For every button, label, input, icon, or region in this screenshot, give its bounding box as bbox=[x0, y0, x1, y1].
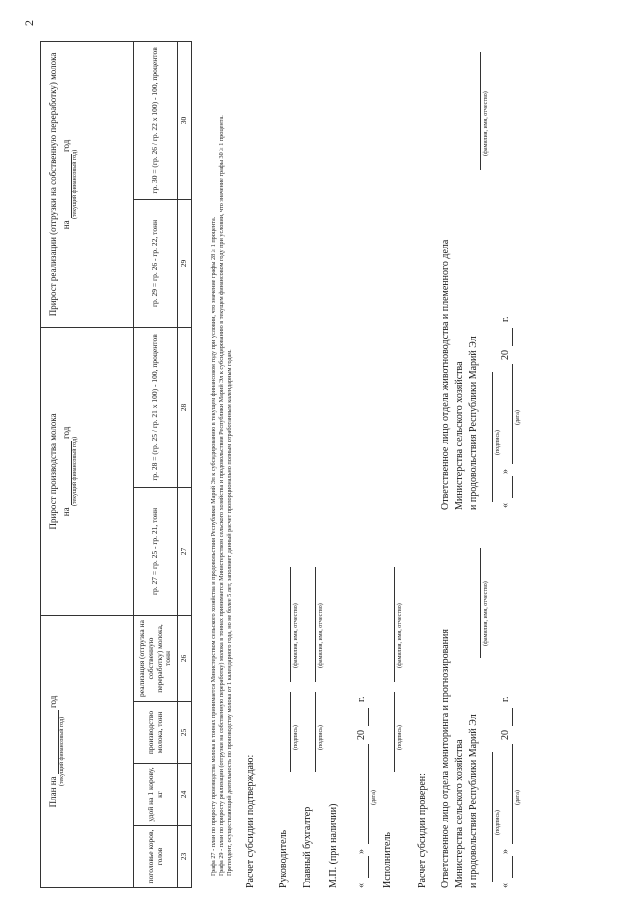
plan-year-caption: (текущий финансовый год) bbox=[58, 716, 65, 787]
note-line: Претендент, осуществляющий деятельность по производству молока от 1 календарного года, но не более 5 лет, заполняет данный расчет пропорционально полным отработанным календарным годам. bbox=[225, 349, 233, 876]
column-number: 25 bbox=[178, 702, 192, 764]
column-header: гр. 28 = (гр. 25 / гр. 21 х 100) - 100, процентов bbox=[134, 327, 178, 487]
column-number: 26 bbox=[178, 615, 192, 701]
page-number: 2 bbox=[22, 20, 36, 26]
livestock-line-1: Ответственное лицо отдела животноводства и племенного дела bbox=[440, 239, 451, 510]
executor-name-line bbox=[394, 567, 395, 682]
monitoring-line-2: Министерства сельского хозяйства bbox=[454, 739, 465, 888]
livestock-year-prefix: 20 bbox=[500, 350, 511, 360]
column-header: удой на 1 корову, кг bbox=[134, 764, 178, 826]
column-number: 24 bbox=[178, 764, 192, 826]
accountant-signature-line bbox=[315, 692, 316, 772]
livestock-day-line bbox=[512, 476, 513, 498]
column-number: 23 bbox=[178, 826, 192, 888]
column-header-row bbox=[134, 41, 178, 887]
monitoring-line-3: и продовольствия Республики Марий Эл bbox=[468, 714, 479, 888]
monitoring-date-open-quote: « bbox=[500, 883, 511, 888]
monitoring-month-line bbox=[512, 744, 513, 844]
monitoring-name-line bbox=[480, 548, 481, 658]
livestock-month-line bbox=[512, 364, 513, 464]
monitoring-year-line bbox=[512, 708, 513, 726]
executor-label: Исполнитель bbox=[382, 832, 393, 888]
note-line: Графа 29 - план по приросту реализации (отгрузки на собственную переработку) молока в тоннах принимается Министерством сельского хозяйства и продовольствия Республики Марий Эл к субсидированию в текущем финансовом году при условии, что значение графы 30 ≥ 1 процента. bbox=[217, 115, 225, 876]
column-header: гр. 30 = (гр. 26 / гр. 22 х 100) - 100, процентов bbox=[134, 41, 178, 199]
realization-prefix: на bbox=[60, 220, 71, 230]
confirm-day-line bbox=[368, 856, 369, 878]
note-line: Графа 27 - план по приросту производства молока в тоннах принимается Министерством сельского хозяйства и продовольствия Республики Марий Эл к субсидированию в текущем финансовом году при условии, что значение графы 28 ≥ 1 процента. bbox=[210, 216, 217, 876]
production-group-header bbox=[41, 327, 134, 615]
column-number: 27 bbox=[178, 487, 192, 615]
accountant-name-caption: (фамилия, имя, отчество) bbox=[318, 603, 324, 668]
executor-signature-line bbox=[394, 692, 395, 772]
group-header-row bbox=[41, 41, 134, 887]
livestock-year-line bbox=[512, 328, 513, 346]
livestock-line-3: и продовольствия Республики Марий Эл bbox=[468, 336, 479, 510]
confirm-date-caption: (дата) bbox=[371, 790, 377, 805]
monitoring-signature-line bbox=[492, 752, 493, 882]
head-signature-caption: (подпись) bbox=[293, 725, 299, 750]
checked-heading: Расчет субсидии проверен: bbox=[417, 773, 428, 888]
confirm-year-prefix: 20 bbox=[356, 730, 367, 740]
column-header: поголовье коров, голов bbox=[134, 826, 178, 888]
livestock-line-2: Министерства сельского хозяйства bbox=[454, 361, 465, 510]
plan-prefix: План на bbox=[48, 776, 58, 808]
stamp-label: М.П. (при наличии) bbox=[328, 803, 339, 888]
confirm-year-suffix: г. bbox=[356, 696, 367, 702]
livestock-name-line bbox=[480, 52, 481, 170]
production-year-caption: (текущий финансовый год) bbox=[71, 436, 78, 507]
column-header: гр. 29 = гр. 26 - гр. 22, тонн bbox=[134, 199, 178, 327]
monitoring-date-caption: (дата) bbox=[515, 790, 521, 805]
confirm-month-line bbox=[368, 744, 369, 844]
accountant-label: Главный бухгалтер bbox=[302, 806, 313, 888]
livestock-date-close-quote: » bbox=[500, 469, 511, 474]
column-header: гр. 27 = гр. 25 - гр. 21, тонн bbox=[134, 487, 178, 615]
livestock-date-caption: (дата) bbox=[515, 410, 521, 425]
column-number: 30 bbox=[178, 41, 192, 199]
livestock-name-caption: (фамилия, имя, отчество) bbox=[483, 91, 489, 156]
column-header: производство молока, тонн bbox=[134, 702, 178, 764]
confirm-date-close-quote: » bbox=[356, 849, 367, 854]
head-name-caption: (фамилия, имя, отчество) bbox=[293, 603, 299, 668]
realization-year-caption: (текущий финансовый год) bbox=[71, 149, 78, 220]
livestock-signature-line bbox=[492, 372, 493, 502]
plan-group-header bbox=[41, 615, 134, 887]
column-header: реализация (отгрузка на собственную переработку) молока, тонн bbox=[134, 615, 178, 701]
table-notes bbox=[210, 42, 234, 888]
confirm-date-open-quote: « bbox=[356, 883, 367, 888]
column-number: 29 bbox=[178, 199, 192, 327]
livestock-signature-caption: (подпись) bbox=[495, 430, 501, 455]
head-label: Руководитель bbox=[278, 829, 289, 888]
realization-suffix: год bbox=[60, 139, 71, 152]
production-title: Прирост производства молока bbox=[48, 413, 58, 530]
monitoring-signature-caption: (подпись) bbox=[495, 810, 501, 835]
realization-group-header bbox=[41, 41, 134, 327]
executor-signature-caption: (подпись) bbox=[397, 725, 403, 750]
production-suffix: год bbox=[60, 426, 71, 439]
monitoring-year-prefix: 20 bbox=[500, 730, 511, 740]
accountant-signature-caption: (подпись) bbox=[318, 725, 324, 750]
confirm-heading: Расчет субсидии подтверждаю: bbox=[245, 754, 256, 888]
head-signature-line bbox=[290, 692, 291, 772]
livestock-date-open-quote: « bbox=[500, 503, 511, 508]
plan-suffix: год bbox=[48, 695, 58, 708]
column-number: 28 bbox=[178, 327, 192, 487]
monitoring-name-caption: (фамилия, имя, отчество) bbox=[483, 581, 489, 646]
accountant-name-line bbox=[315, 567, 316, 682]
confirm-year-line bbox=[368, 708, 369, 726]
monitoring-year-suffix: г. bbox=[500, 696, 511, 702]
production-prefix: на bbox=[60, 507, 71, 517]
rotated-page-content bbox=[40, 40, 635, 890]
production-year-blank bbox=[62, 441, 72, 505]
column-number-row bbox=[178, 41, 192, 887]
monitoring-line-1: Ответственное лицо отдела мониторинга и прогнозирования bbox=[440, 629, 451, 888]
livestock-year-suffix: г. bbox=[500, 316, 511, 322]
monitoring-date-close-quote: » bbox=[500, 849, 511, 854]
realization-year-blank bbox=[62, 154, 72, 218]
monitoring-day-line bbox=[512, 856, 513, 878]
executor-name-caption: (фамилия, имя, отчество) bbox=[397, 603, 403, 668]
plan-year-blank bbox=[49, 710, 59, 774]
head-name-line bbox=[290, 567, 291, 682]
subsidy-table bbox=[40, 41, 192, 888]
realization-title: Прирост реализации (отгрузки на собственную переработку) молока bbox=[48, 52, 58, 317]
